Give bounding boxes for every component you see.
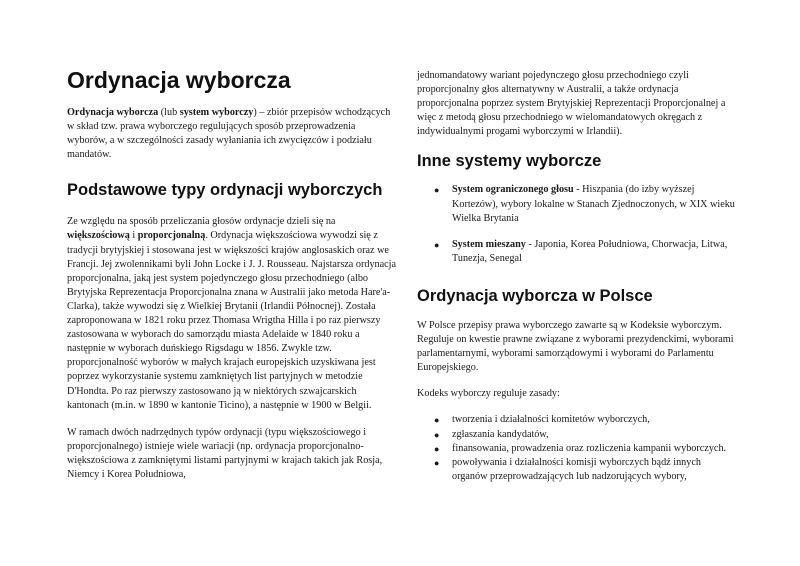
section-heading-poland: Ordynacja wyborcza w Polsce [417, 286, 653, 305]
list-item [434, 238, 737, 266]
types-text-3: . Ordynacja większościowa wywodzi się z tradycji brytyjskiej i stosowana jest w większości krajów anglosaskich oraz we Francji. Jej zwolennikami byli John Locke i J. J. Rousseau. Najstarsza ordynacja proporcjonalna, jaką jest system pojedynczego głosu przechodniego (albo Brytyjska Reprezentacja Proporcjonalna znana w Australii jako metoda Hare'a-Clarka), także wywodzi się z Wielkiej Brytanii (Irlandii Północnej). Została zaproponowana w 1821 roku przez Thomasa Wrigtha Hilla i po raz pierwszy zastosowana w wyborach do samorządu miasta Adelaide w 1840 roku a następnie w wyborach duńskiego Rigsdagu w 1856. Zwykle tzw. proporcjonalność wyborów w małych krajach europejskich uzyskiwana jest poprzez wykorzystanie systemu zamkniętych list partyjnych w metodzie D'Hondta. Po raz pierwszy zastosowano ją w niektórych szwajcarskich kantonach (m.in. w 1890 w kantonie Ticino), a następnie w 1900 w Belgii. [67, 230, 397, 411]
types-text-1: Ze względu na sposób przeliczania głosów ordynacje dzieli się na [67, 216, 336, 228]
list-item-term: System ograniczonego głosu [452, 184, 574, 196]
list-item-term: System mieszany [452, 238, 526, 250]
continued-paragraph: jednomandatowy wariant pojedynczego głosu przechodniego czyli proporcjonalny głos alternatywny w Australii, a także ordynacja proporcjonalna poprzez system Brytyjskiej Reprezentacji Proporcjonalnej a więc z metodą głosu przechodniego w wielomandatowych okręgach z indywidualnymi progami wyborczymi w Irlandii). [417, 70, 726, 138]
types-bold-majority: większościową [67, 230, 130, 242]
list-item [434, 413, 737, 427]
code-rules-list [434, 413, 737, 483]
intro-paragraph [67, 106, 397, 162]
bullet-icon: ● [434, 429, 440, 440]
bullet-icon: ● [434, 239, 440, 250]
section-heading-types: Podstawowe typy ordynacji wyborczych [67, 181, 383, 200]
intro-term-2: system wyborczy [179, 107, 254, 118]
list-item [434, 456, 737, 484]
variations-paragraph: W ramach dwóch nadrzędnych typów ordynacji (typu większościowego i proporcjonalnego) istnieje wiele wariacji (np. ordynacja proporcjonalno-większościowa z zamkniętymi listami partyjnymi w krajach takich jak Rosja, Niemcy i Korea Południowa, [67, 426, 383, 480]
list-item [434, 428, 737, 442]
types-bold-proportional: proporcjonalną [137, 230, 206, 242]
list-item [434, 183, 737, 225]
left-column [67, 66, 397, 482]
bullet-icon: ● [434, 457, 440, 468]
list-item-text: tworzenia i działalności komitetów wyborczych, [452, 414, 650, 426]
list-item-text: - Japonia, Korea Południowa, Chorwacja, Litwa, Tunezja, Senegal [452, 238, 728, 264]
list-item-text: powoływania i działalności komisji wyborczych bądź innych organów przeprowadzających lub nadzorujących wybory, [452, 456, 701, 482]
intro-text-1: (lub [158, 107, 180, 118]
list-item-text: - Hiszpania (do izby wyższej Kortezów), wybory lokalne w Stanach Zjednoczonych, w XIX wieku Wielka Brytania [452, 184, 735, 224]
poland-paragraph: W Polsce przepisy prawa wyborczego zawarte są w Kodeksie wyborczym. Reguluje on kwestie prawne związane z wyborami prezydenckimi, wyborami parlamentarnymi, wyborami samorządowymi i wyborami do Parlamentu Europejskiego. [417, 319, 734, 374]
types-paragraph [67, 215, 397, 412]
intro-term: Ordynacja wyborcza [67, 107, 159, 118]
other-systems-list [434, 183, 737, 265]
bullet-icon: ● [434, 415, 440, 426]
bullet-icon: ● [434, 443, 440, 454]
code-intro: Kodeks wyborczy reguluje zasady: [417, 388, 560, 400]
right-column [417, 69, 737, 484]
bullet-icon: ● [434, 185, 440, 196]
types-text-2: i [129, 230, 138, 242]
section-heading-other: Inne systemy wyborcze [417, 152, 602, 171]
intro-text-2: ) – zbiór przepisów wchodzących w skład tzw. prawa wyborczego regulujących sposób przeprowadzenia wyborów, a w szczególności zasady wyłaniania ich zwycięzców i podziału mandatów. [67, 107, 391, 161]
list-item-text: finansowania, prowadzenia oraz rozliczenia kampanii wyborczych. [452, 442, 727, 454]
list-item [434, 442, 737, 456]
list-item-text: zgłaszania kandydatów, [452, 428, 549, 440]
page-title: Ordynacja wyborcza [67, 67, 291, 93]
